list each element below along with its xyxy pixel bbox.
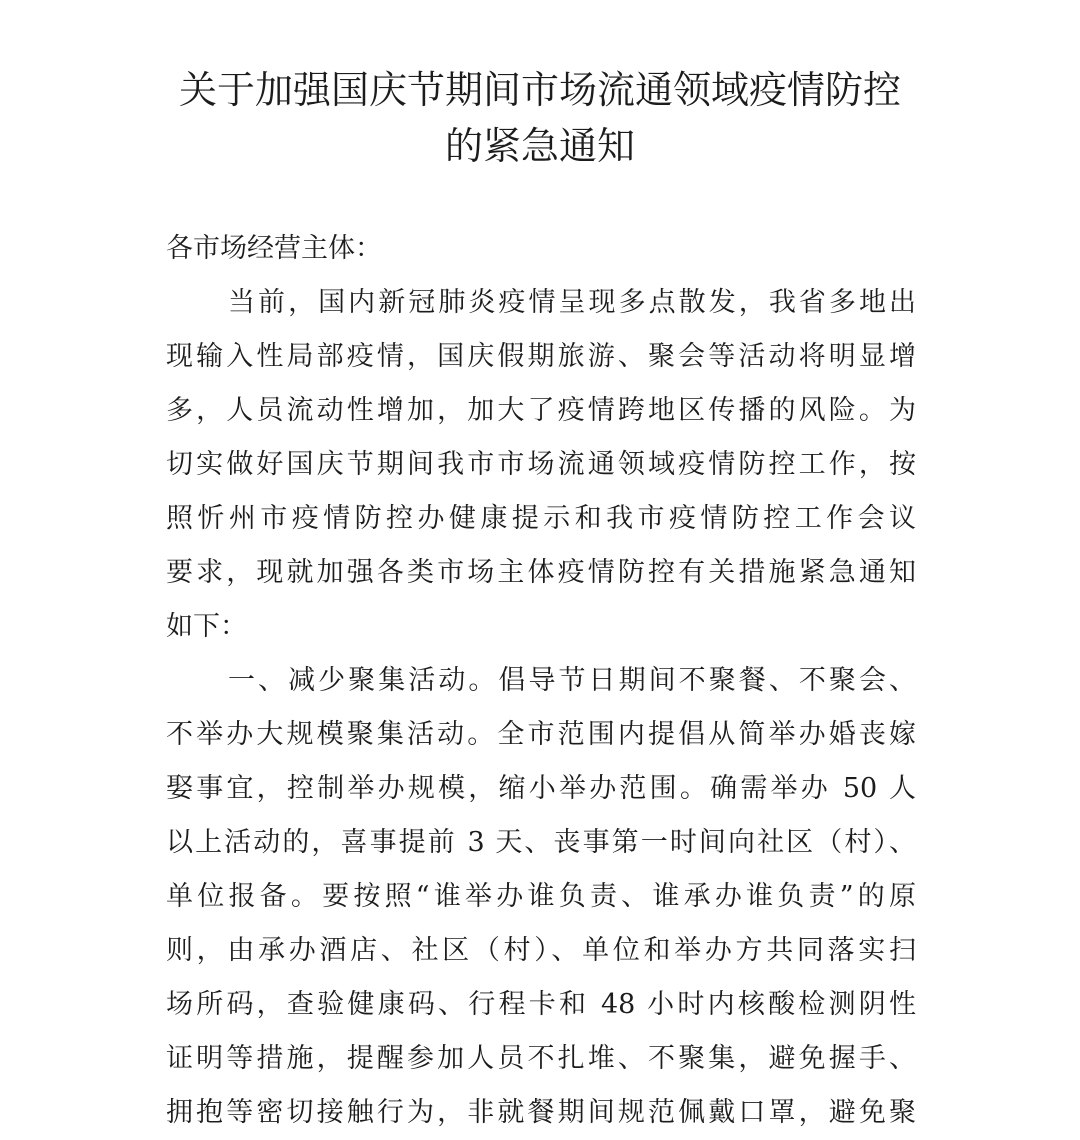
paragraph-1-line-3: 多，人员流动性增加，加大了疫情跨地区传播的风险。为 [166,395,916,426]
document-body [166,222,926,1140]
salutation: 各市场经营主体： [166,233,382,264]
paragraph-2-line-1: 一、减少聚集活动。倡导节日期间不聚餐、不聚会、 [228,665,916,696]
paragraph-1-line-2: 现输入性局部疫情，国庆假期旅游、聚会等活动将明显增 [166,341,916,372]
title-line-2: 的紧急通知 [444,124,635,168]
paragraph-2-line-9: 拥抱等密切接触行为，非就餐期间规范佩戴口罩，避免聚 [166,1097,916,1128]
paragraph-1-line-4: 切实做好国庆节期间我市市场流通领域疫情防控工作，按 [166,449,916,480]
paragraph-2-line-7: 场所码，查验健康码、行程卡和 48 小时内核酸检测阴性 [166,989,916,1020]
paragraph-1-line-6: 要求，现就加强各类市场主体疫情防控有关措施紧急通知 [166,557,916,588]
paragraph-1-line-7: 如下： [166,611,247,642]
paragraph-1-line-1: 当前，国内新冠肺炎疫情呈现多点散发，我省多地出 [228,287,916,318]
paragraph-1-line-5: 照忻州市疫情防控办健康提示和我市疫情防控工作会议 [166,503,916,534]
paragraph-2-line-2: 不举办大规模聚集活动。全市范围内提倡从简举办婚丧嫁 [166,719,916,750]
paragraph-2-line-8: 证明等措施，提醒参加人员不扎堆、不聚集，避免握手、 [166,1043,916,1074]
title-line-1: 关于加强国庆节期间市场流通领域疫情防控 [178,68,901,112]
document-title [0,62,1080,174]
paragraph-2-line-3: 娶事宜，控制举办规模，缩小举办范围。确需举办 50 人 [166,773,916,804]
paragraph-2-line-6: 则，由承办酒店、社区（村）、单位和举办方共同落实扫 [166,935,916,966]
paragraph-2-line-5: 单位报备。要按照“谁举办谁负责、谁承办谁负责”的原 [166,881,916,912]
paragraph-2-line-4: 以上活动的，喜事提前 3 天、丧事第一时间向社区（村）、 [166,827,916,858]
